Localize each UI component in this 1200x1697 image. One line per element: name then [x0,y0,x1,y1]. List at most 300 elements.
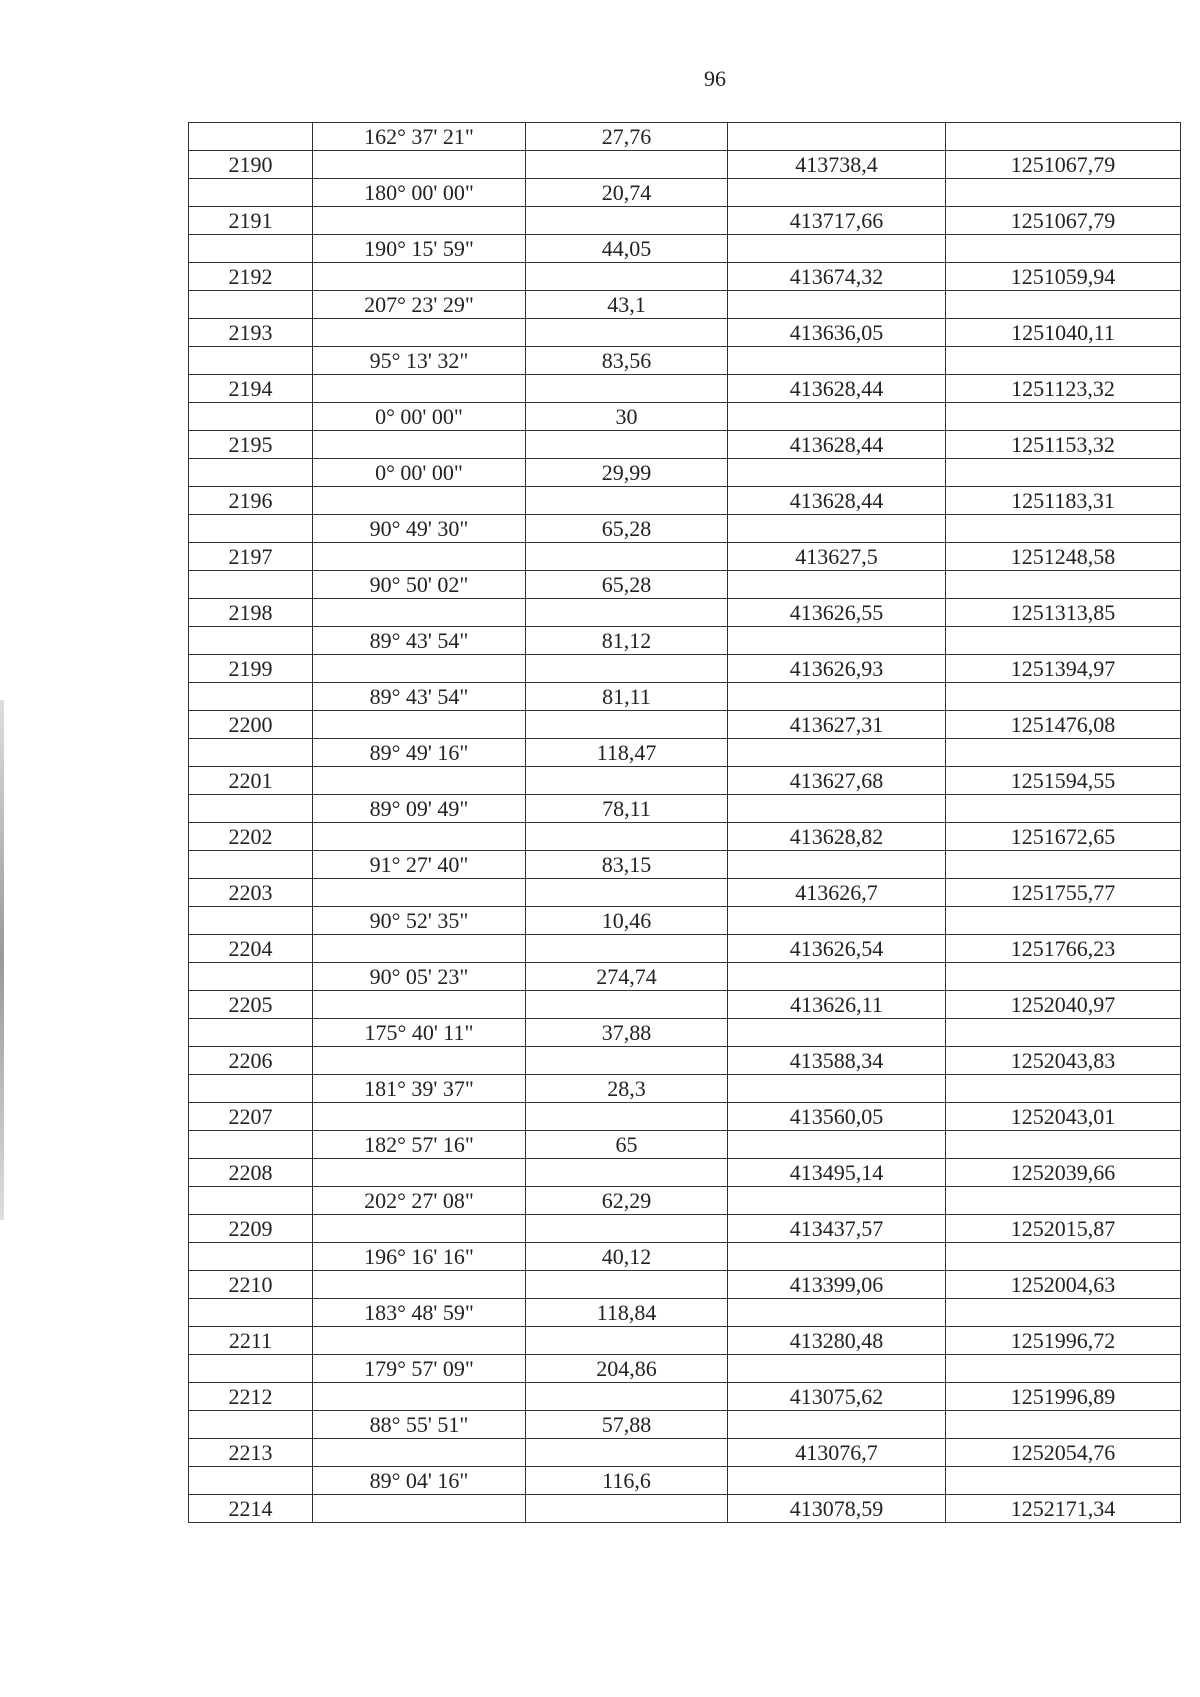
distance-cell: 20,74 [526,179,728,207]
angle-cell-empty [313,1159,526,1187]
x-coordinate-cell: 413626,54 [728,935,946,963]
distance-cell: 44,05 [526,235,728,263]
y-coordinate-cell: 1252004,63 [946,1271,1181,1299]
point-number-cell: 2201 [189,767,313,795]
distance-cell-empty [526,879,728,907]
point-number-cell: 2202 [189,823,313,851]
point-row [189,1327,1181,1355]
x-coordinate-cell: 413628,44 [728,375,946,403]
angle-cell-empty [313,1215,526,1243]
x-coordinate-cell: 413076,7 [728,1439,946,1467]
x-cell-empty [728,123,946,151]
angle-cell: 89° 04' 16" [313,1467,526,1495]
y-cell-empty [946,179,1181,207]
angle-cell: 89° 09' 49" [313,795,526,823]
leg-row [189,1355,1181,1383]
leg-row [189,907,1181,935]
leg-row [189,347,1181,375]
angle-cell: 89° 49' 16" [313,739,526,767]
y-coordinate-cell: 1252054,76 [946,1439,1181,1467]
distance-cell: 43,1 [526,291,728,319]
y-cell-empty [946,739,1181,767]
x-coordinate-cell: 413560,05 [728,1103,946,1131]
distance-cell-empty [526,935,728,963]
point-cell-empty [189,963,313,991]
angle-cell-empty [313,599,526,627]
angle-cell-empty [313,1103,526,1131]
distance-cell-empty [526,375,728,403]
x-coordinate-cell: 413626,93 [728,655,946,683]
point-row [189,543,1181,571]
x-cell-empty [728,403,946,431]
leg-row [189,1075,1181,1103]
angle-cell-empty [313,207,526,235]
x-cell-empty [728,179,946,207]
y-cell-empty [946,123,1181,151]
x-cell-empty [728,347,946,375]
point-number-cell: 2192 [189,263,313,291]
point-number-cell: 2196 [189,487,313,515]
distance-cell: 30 [526,403,728,431]
point-cell-empty [189,795,313,823]
point-row [189,375,1181,403]
leg-row [189,739,1181,767]
y-coordinate-cell: 1251059,94 [946,263,1181,291]
point-row [189,599,1181,627]
distance-cell-empty [526,431,728,459]
x-cell-empty [728,1075,946,1103]
y-coordinate-cell: 1252043,01 [946,1103,1181,1131]
distance-cell-empty [526,1159,728,1187]
angle-cell-empty [313,1383,526,1411]
leg-row [189,515,1181,543]
y-cell-empty [946,235,1181,263]
y-coordinate-cell: 1251248,58 [946,543,1181,571]
x-coordinate-cell: 413075,62 [728,1383,946,1411]
point-number-cell: 2209 [189,1215,313,1243]
point-cell-empty [189,291,313,319]
y-coordinate-cell: 1251594,55 [946,767,1181,795]
distance-cell: 118,47 [526,739,728,767]
y-cell-empty [946,627,1181,655]
distance-cell-empty [526,823,728,851]
y-coordinate-cell: 1251996,72 [946,1327,1181,1355]
leg-row [189,123,1181,151]
leg-row [189,683,1181,711]
point-number-cell: 2200 [189,711,313,739]
point-cell-empty [189,907,313,935]
point-number-cell: 2208 [189,1159,313,1187]
y-cell-empty [946,515,1181,543]
angle-cell: 181° 39' 37" [313,1075,526,1103]
point-number-cell: 2191 [189,207,313,235]
point-cell-empty [189,571,313,599]
y-cell-empty [946,1075,1181,1103]
point-row [189,655,1181,683]
leg-row [189,235,1181,263]
y-cell-empty [946,907,1181,935]
x-cell-empty [728,459,946,487]
distance-cell: 40,12 [526,1243,728,1271]
leg-row [189,1299,1181,1327]
y-cell-empty [946,291,1181,319]
y-coordinate-cell: 1251476,08 [946,711,1181,739]
angle-cell: 90° 52' 35" [313,907,526,935]
distance-cell-empty [526,599,728,627]
point-number-cell: 2190 [189,151,313,179]
x-coordinate-cell: 413626,55 [728,599,946,627]
angle-cell: 0° 00' 00" [313,459,526,487]
point-cell-empty [189,1243,313,1271]
distance-cell: 65,28 [526,515,728,543]
distance-cell-empty [526,991,728,1019]
angle-cell: 175° 40' 11" [313,1019,526,1047]
point-cell-empty [189,459,313,487]
angle-cell: 89° 43' 54" [313,683,526,711]
angle-cell-empty [313,487,526,515]
y-coordinate-cell: 1251040,11 [946,319,1181,347]
point-cell-empty [189,347,313,375]
angle-cell-empty [313,375,526,403]
y-coordinate-cell: 1251766,23 [946,935,1181,963]
distance-cell-empty [526,487,728,515]
coordinates-table [188,122,1181,1523]
angle-cell: 182° 57' 16" [313,1131,526,1159]
point-row [189,991,1181,1019]
x-cell-empty [728,795,946,823]
angle-cell-empty [313,711,526,739]
leg-row [189,1131,1181,1159]
point-row [189,767,1181,795]
distance-cell: 118,84 [526,1299,728,1327]
y-coordinate-cell: 1251394,97 [946,655,1181,683]
x-coordinate-cell: 413636,05 [728,319,946,347]
point-cell-empty [189,627,313,655]
x-coordinate-cell: 413626,11 [728,991,946,1019]
y-coordinate-cell: 1251153,32 [946,431,1181,459]
x-coordinate-cell: 413078,59 [728,1495,946,1523]
distance-cell: 81,12 [526,627,728,655]
angle-cell-empty [313,1327,526,1355]
distance-cell-empty [526,1327,728,1355]
leg-row [189,459,1181,487]
angle-cell: 90° 49' 30" [313,515,526,543]
y-cell-empty [946,1299,1181,1327]
y-cell-empty [946,1355,1181,1383]
leg-row [189,1019,1181,1047]
distance-cell-empty [526,319,728,347]
x-cell-empty [728,851,946,879]
distance-cell: 83,15 [526,851,728,879]
y-coordinate-cell: 1252015,87 [946,1215,1181,1243]
distance-cell-empty [526,1383,728,1411]
angle-cell-empty [313,991,526,1019]
point-cell-empty [189,1187,313,1215]
x-cell-empty [728,1355,946,1383]
y-cell-empty [946,683,1181,711]
distance-cell-empty [526,1103,728,1131]
distance-cell: 62,29 [526,1187,728,1215]
distance-cell-empty [526,655,728,683]
y-coordinate-cell: 1252040,97 [946,991,1181,1019]
angle-cell: 190° 15' 59" [313,235,526,263]
point-cell-empty [189,1019,313,1047]
angle-cell-empty [313,151,526,179]
y-coordinate-cell: 1251067,79 [946,151,1181,179]
angle-cell: 196° 16' 16" [313,1243,526,1271]
x-cell-empty [728,515,946,543]
point-row [189,823,1181,851]
angle-cell-empty [313,823,526,851]
x-cell-empty [728,571,946,599]
x-cell-empty [728,1019,946,1047]
distance-cell: 37,88 [526,1019,728,1047]
y-coordinate-cell: 1251183,31 [946,487,1181,515]
point-number-cell: 2193 [189,319,313,347]
angle-cell-empty [313,935,526,963]
x-cell-empty [728,907,946,935]
angle-cell-empty [313,543,526,571]
leg-row [189,795,1181,823]
point-row [189,1215,1181,1243]
angle-cell: 180° 00' 00" [313,179,526,207]
angle-cell: 0° 00' 00" [313,403,526,431]
leg-row [189,179,1181,207]
x-coordinate-cell: 413399,06 [728,1271,946,1299]
y-coordinate-cell: 1251672,65 [946,823,1181,851]
angle-cell: 89° 43' 54" [313,627,526,655]
angle-cell: 90° 50' 02" [313,571,526,599]
leg-row [189,627,1181,655]
y-coordinate-cell: 1251313,85 [946,599,1181,627]
distance-cell: 57,88 [526,1411,728,1439]
point-cell-empty [189,1131,313,1159]
distance-cell: 65,28 [526,571,728,599]
point-row [189,1439,1181,1467]
distance-cell-empty [526,263,728,291]
distance-cell-empty [526,151,728,179]
point-cell-empty [189,179,313,207]
angle-cell-empty [313,767,526,795]
x-cell-empty [728,235,946,263]
distance-cell: 28,3 [526,1075,728,1103]
x-cell-empty [728,1187,946,1215]
point-row [189,1103,1181,1131]
x-cell-empty [728,1411,946,1439]
y-cell-empty [946,963,1181,991]
x-coordinate-cell: 413628,44 [728,431,946,459]
leg-row [189,963,1181,991]
angle-cell-empty [313,655,526,683]
distance-cell: 10,46 [526,907,728,935]
distance-cell: 204,86 [526,1355,728,1383]
y-cell-empty [946,1411,1181,1439]
distance-cell-empty [526,1439,728,1467]
x-coordinate-cell: 413495,14 [728,1159,946,1187]
y-coordinate-cell: 1251996,89 [946,1383,1181,1411]
point-row [189,935,1181,963]
x-coordinate-cell: 413628,44 [728,487,946,515]
x-coordinate-cell: 413717,66 [728,207,946,235]
point-number-cell: 2197 [189,543,313,571]
point-row [189,1495,1181,1523]
leg-row [189,1467,1181,1495]
leg-row [189,291,1181,319]
angle-cell-empty [313,431,526,459]
point-cell-empty [189,1411,313,1439]
distance-cell: 274,74 [526,963,728,991]
point-cell-empty [189,851,313,879]
angle-cell-empty [313,1271,526,1299]
point-number-cell: 2205 [189,991,313,1019]
y-coordinate-cell: 1252043,83 [946,1047,1181,1075]
distance-cell-empty [526,543,728,571]
point-number-cell: 2214 [189,1495,313,1523]
angle-cell: 88° 55' 51" [313,1411,526,1439]
point-number-cell: 2195 [189,431,313,459]
scan-edge-shadow [0,700,4,1220]
point-number-cell: 2198 [189,599,313,627]
y-cell-empty [946,795,1181,823]
point-row [189,431,1181,459]
point-number-cell: 2212 [189,1383,313,1411]
leg-row [189,1411,1181,1439]
point-number-cell: 2213 [189,1439,313,1467]
y-cell-empty [946,1467,1181,1495]
angle-cell: 207° 23' 29" [313,291,526,319]
y-cell-empty [946,347,1181,375]
distance-cell: 83,56 [526,347,728,375]
angle-cell: 162° 37' 21" [313,123,526,151]
point-row [189,319,1181,347]
x-coordinate-cell: 413628,82 [728,823,946,851]
leg-row [189,403,1181,431]
point-number-cell: 2211 [189,1327,313,1355]
distance-cell-empty [526,1047,728,1075]
x-coordinate-cell: 413280,48 [728,1327,946,1355]
x-cell-empty [728,627,946,655]
point-row [189,879,1181,907]
angle-cell-empty [313,319,526,347]
x-cell-empty [728,963,946,991]
y-cell-empty [946,403,1181,431]
point-row [189,1047,1181,1075]
point-number-cell: 2204 [189,935,313,963]
point-row [189,487,1181,515]
x-coordinate-cell: 413627,5 [728,543,946,571]
point-cell-empty [189,403,313,431]
y-coordinate-cell: 1252171,34 [946,1495,1181,1523]
x-cell-empty [728,683,946,711]
x-cell-empty [728,1131,946,1159]
point-number-cell: 2194 [189,375,313,403]
leg-row [189,1243,1181,1271]
distance-cell: 81,11 [526,683,728,711]
x-cell-empty [728,739,946,767]
point-cell-empty [189,515,313,543]
leg-row [189,1187,1181,1215]
point-row [189,711,1181,739]
angle-cell: 91° 27' 40" [313,851,526,879]
distance-cell: 116,6 [526,1467,728,1495]
x-coordinate-cell: 413627,68 [728,767,946,795]
point-row [189,1271,1181,1299]
y-coordinate-cell: 1251123,32 [946,375,1181,403]
point-cell-empty [189,1299,313,1327]
y-cell-empty [946,1131,1181,1159]
distance-cell: 78,11 [526,795,728,823]
point-row [189,263,1181,291]
angle-cell-empty [313,263,526,291]
x-cell-empty [728,1299,946,1327]
distance-cell-empty [526,1215,728,1243]
y-cell-empty [946,1187,1181,1215]
distance-cell-empty [526,207,728,235]
y-cell-empty [946,571,1181,599]
angle-cell: 202° 27' 08" [313,1187,526,1215]
point-cell-empty [189,1467,313,1495]
y-cell-empty [946,1243,1181,1271]
x-cell-empty [728,1467,946,1495]
x-coordinate-cell: 413627,31 [728,711,946,739]
point-cell-empty [189,739,313,767]
y-cell-empty [946,459,1181,487]
y-coordinate-cell: 1251067,79 [946,207,1181,235]
distance-cell-empty [526,767,728,795]
x-coordinate-cell: 413588,34 [728,1047,946,1075]
distance-cell-empty [526,711,728,739]
x-coordinate-cell: 413738,4 [728,151,946,179]
point-cell-empty [189,1075,313,1103]
point-number-cell: 2199 [189,655,313,683]
x-cell-empty [728,291,946,319]
distance-cell: 65 [526,1131,728,1159]
point-cell-empty [189,683,313,711]
x-coordinate-cell: 413437,57 [728,1215,946,1243]
angle-cell: 179° 57' 09" [313,1355,526,1383]
point-number-cell: 2206 [189,1047,313,1075]
angle-cell: 95° 13' 32" [313,347,526,375]
point-row [189,1383,1181,1411]
y-coordinate-cell: 1251755,77 [946,879,1181,907]
distance-cell-empty [526,1495,728,1523]
x-coordinate-cell: 413626,7 [728,879,946,907]
point-cell-empty [189,1355,313,1383]
y-cell-empty [946,1019,1181,1047]
distance-cell: 29,99 [526,459,728,487]
angle-cell-empty [313,1439,526,1467]
page-number: 96 [704,66,726,91]
angle-cell-empty [313,1047,526,1075]
x-cell-empty [728,1243,946,1271]
point-row [189,207,1181,235]
point-cell-empty [189,123,313,151]
x-coordinate-cell: 413674,32 [728,263,946,291]
point-cell-empty [189,235,313,263]
leg-row [189,851,1181,879]
y-coordinate-cell: 1252039,66 [946,1159,1181,1187]
distance-cell-empty [526,1271,728,1299]
point-row [189,1159,1181,1187]
point-row [189,151,1181,179]
angle-cell: 90° 05' 23" [313,963,526,991]
coordinates-table-body [189,123,1181,1523]
angle-cell: 183° 48' 59" [313,1299,526,1327]
y-cell-empty [946,851,1181,879]
angle-cell-empty [313,1495,526,1523]
point-number-cell: 2210 [189,1271,313,1299]
angle-cell-empty [313,879,526,907]
